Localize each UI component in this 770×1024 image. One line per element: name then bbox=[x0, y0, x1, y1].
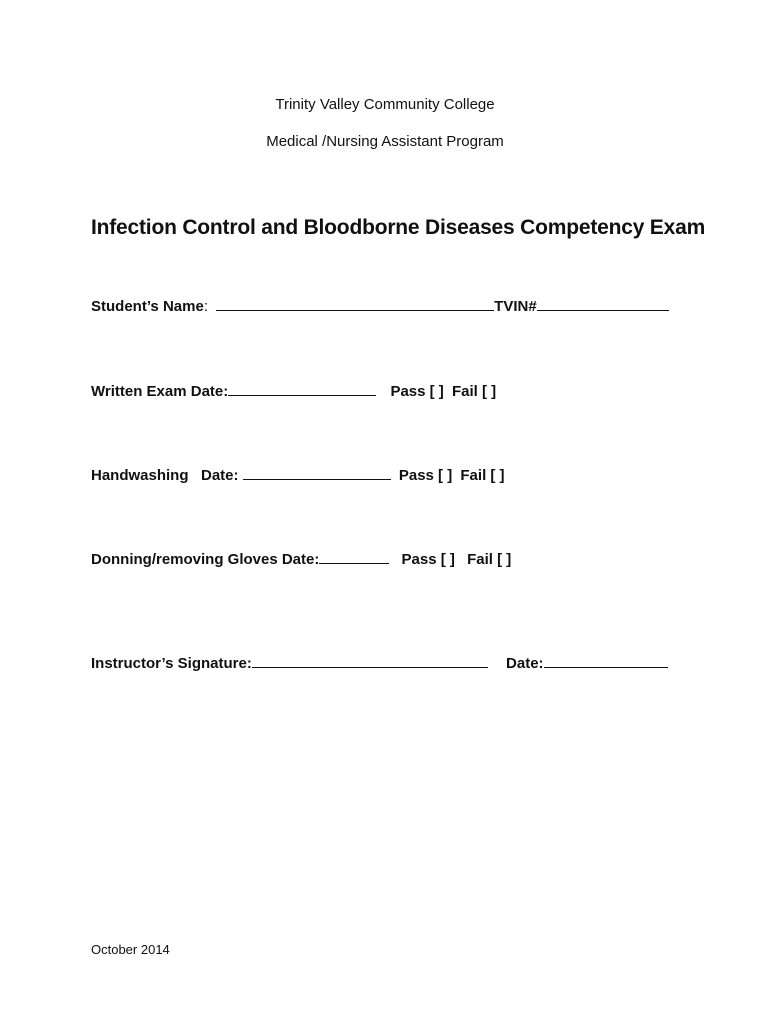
gloves-date-field[interactable] bbox=[319, 549, 389, 564]
written-fail-checkbox[interactable]: Fail [ ] bbox=[451, 383, 497, 400]
student-name-field[interactable] bbox=[216, 296, 494, 311]
handwashing-date-label: Handwashing Date: bbox=[91, 467, 243, 484]
instructor-date-label: Date: bbox=[506, 655, 544, 672]
handwashing-row bbox=[91, 465, 505, 484]
gloves-date-label: Donning/removing Gloves Date: bbox=[91, 551, 320, 568]
student-row bbox=[91, 296, 669, 315]
footer-date: October 2014 bbox=[91, 942, 170, 957]
written-exam-date-label: Written Exam Date: bbox=[91, 383, 229, 400]
handwashing-fail-checkbox[interactable]: Fail [ ] bbox=[460, 467, 505, 484]
handwashing-pass-checkbox[interactable]: Pass [ ] bbox=[398, 467, 453, 484]
gloves-pass-checkbox[interactable]: Pass [ ] bbox=[401, 551, 455, 568]
instructor-date-field[interactable] bbox=[544, 653, 668, 668]
handwashing-date-field[interactable] bbox=[243, 465, 391, 480]
tvin-label: TVIN# bbox=[494, 298, 537, 315]
gloves-row bbox=[91, 549, 511, 568]
student-name-label: Student’s Name bbox=[91, 298, 204, 315]
written-exam-row bbox=[91, 381, 496, 400]
college-name: Trinity Valley Community College bbox=[275, 96, 495, 113]
instructor-row bbox=[91, 653, 668, 672]
exam-title: Infection Control and Bloodborne Diseases Competency Exam bbox=[91, 216, 706, 239]
program-name: Medical /Nursing Assistant Program bbox=[266, 133, 504, 150]
instructor-signature-field[interactable] bbox=[252, 653, 488, 668]
student-name-colon: : bbox=[203, 298, 208, 315]
tvin-field[interactable] bbox=[537, 296, 669, 311]
written-pass-checkbox[interactable]: Pass [ ] bbox=[390, 383, 444, 400]
instructor-signature-label: Instructor’s Signature: bbox=[91, 655, 252, 672]
written-exam-date-field[interactable] bbox=[228, 381, 376, 396]
gloves-fail-checkbox[interactable]: Fail [ ] bbox=[467, 551, 512, 568]
